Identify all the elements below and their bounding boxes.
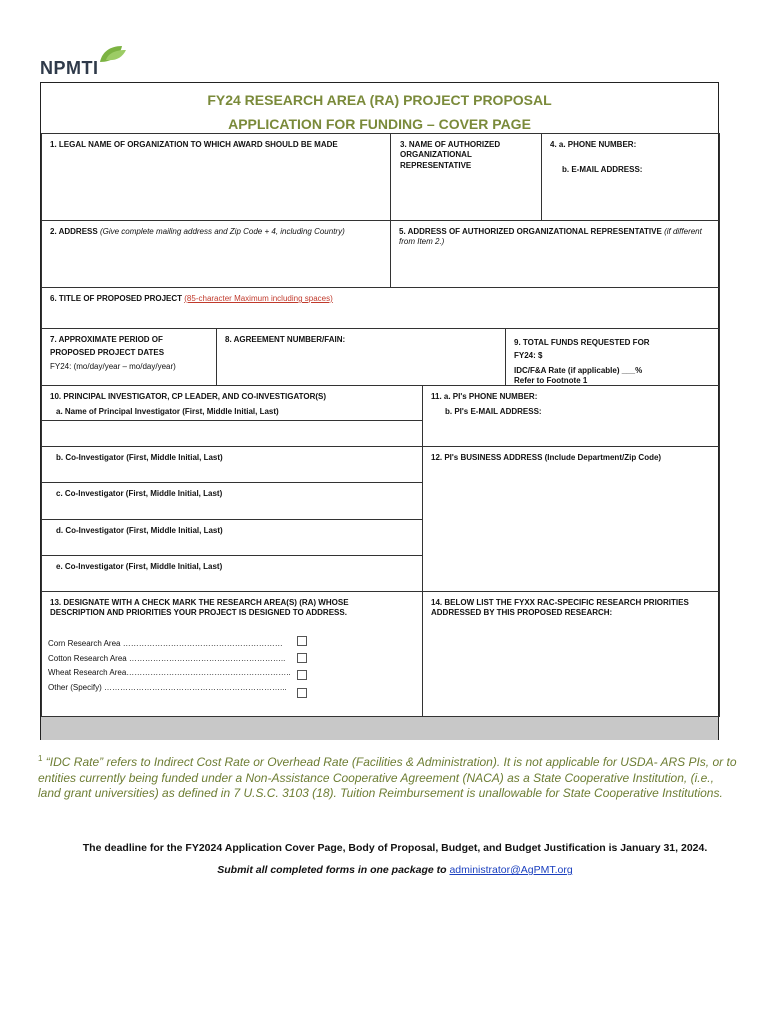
field-legal-name[interactable] xyxy=(41,133,391,221)
deadline-notice: The deadline for the FY2024 Application Cover Page, Body of Proposal, Budget, and Budget Justification is January 31, 2024. xyxy=(82,842,708,854)
footnote-text: “IDC Rate” refers to Indirect Cost Rate or Overhead Rate (Facilities & Administration). It is not applicable for USDA- ARS PIs, or to entities currently being funded under a Non-Assistance Cooperative Agreement (NACA) as a State Cooperative Institution, (i.e., land grant universities) as defined in 7 U.S.C. 3103 (18). Tuition Reimbursement is unallowable for State Cooperative Institutions. xyxy=(38,755,737,801)
footnote-marker: 1 xyxy=(38,754,43,763)
field-research-priorities[interactable] xyxy=(422,591,720,717)
leaf-icon xyxy=(96,44,128,64)
field-research-areas-label-2: DESCRIPTION AND PRIORITIES YOUR PROJECT IS DESIGNED TO ADDRESS. xyxy=(50,608,347,618)
field-co-investigator-d[interactable] xyxy=(41,519,423,556)
cover-page-form xyxy=(40,82,719,740)
field-agreement-number[interactable] xyxy=(216,328,506,386)
form-title-line1: FY24 RESEARCH AREA (RA) PROJECT PROPOSAL xyxy=(207,92,552,108)
field-pi-phone-label: 11. a. PI's PHONE NUMBER: xyxy=(431,392,538,401)
submit-text: Submit all completed forms in one package to xyxy=(217,864,450,876)
research-area-corn xyxy=(48,639,283,649)
research-area-corn-label: Corn Research Area …………………………………………………… xyxy=(48,639,283,648)
field-co-investigator-b-label: b. Co-Investigator (First, Middle Initial, Last) xyxy=(56,453,223,462)
field-period-label-1: 7. APPROXIMATE PERIOD OF xyxy=(50,335,163,344)
form-footer-bar xyxy=(41,716,718,740)
field-project-period[interactable] xyxy=(41,328,217,386)
field-research-priorities-label-1: 14. BELOW LIST THE FYXX RAC-SPECIFIC RESEARCH PRIORITIES xyxy=(431,598,689,607)
field-agreement-number-label: 8. AGREEMENT NUMBER/FAIN: xyxy=(225,335,346,344)
field-co-investigator-c-label: c. Co-Investigator (First, Middle Initial, Last) xyxy=(56,489,223,498)
research-area-other xyxy=(48,683,287,693)
field-idc-rate-label: IDC/F&A Rate (if applicable) ___% xyxy=(514,365,643,375)
field-research-priorities-label-2: ADDRESSED BY THIS PROPOSED RESEARCH: xyxy=(431,608,613,618)
research-area-wheat xyxy=(48,668,291,678)
field-total-funds[interactable] xyxy=(505,328,720,386)
section-investigators-label: 10. PRINCIPAL INVESTIGATOR, CP LEADER, AND CO-INVESTIGATOR(S) xyxy=(50,392,327,401)
field-footnote-ref: Refer to Footnote 1 xyxy=(514,376,588,386)
npmti-logo xyxy=(40,44,140,82)
submit-email-link[interactable]: administrator@AgPMT.org xyxy=(449,864,573,876)
field-co-investigator-c[interactable] xyxy=(41,482,423,520)
field-phone-label: 4. a. PHONE NUMBER: xyxy=(550,140,637,149)
submit-instructions xyxy=(0,864,770,876)
research-area-wheat-checkbox[interactable] xyxy=(297,670,307,680)
research-area-cotton-checkbox[interactable] xyxy=(297,653,307,663)
field-pi-business-address[interactable] xyxy=(422,446,720,592)
field-rep-address-label: 5. ADDRESS OF AUTHORIZED ORGANIZATIONAL REPRESENTATIVE xyxy=(399,227,662,236)
field-address[interactable] xyxy=(41,220,391,288)
field-legal-name-label: 1. LEGAL NAME OF ORGANIZATION TO WHICH AWARD SHOULD BE MADE xyxy=(50,140,338,149)
field-research-areas-label-1: 13. DESIGNATE WITH A CHECK MARK THE RESEARCH AREA(S) (RA) WHOSE xyxy=(50,598,349,607)
field-co-investigator-e-label: e. Co-Investigator (First, Middle Initial, Last) xyxy=(56,562,223,571)
research-area-wheat-label: Wheat Research Area…………………………………………………….. xyxy=(48,668,291,677)
idc-footnote xyxy=(38,754,738,802)
field-address-label: 2. ADDRESS xyxy=(50,227,98,236)
field-project-title-note: (85-character Maximum including spaces) xyxy=(184,294,333,303)
field-co-investigator-d-label: d. Co-Investigator (First, Middle Initial, Last) xyxy=(56,526,223,535)
field-pi-name-label: a. Name of Principal Investigator (First, Middle Initial, Last) xyxy=(56,407,279,417)
field-phone-email[interactable] xyxy=(541,133,720,221)
field-co-investigator-b[interactable] xyxy=(41,446,423,483)
field-pi-name[interactable] xyxy=(41,420,423,447)
research-area-cotton-label: Cotton Research Area ………………………………………………….. xyxy=(48,654,286,663)
field-period-label-3: FY24: (mo/day/year – mo/day/year) xyxy=(50,361,176,371)
field-pi-phone-email[interactable] xyxy=(422,385,720,447)
research-area-other-label: Other (Specify) …………………………………………………………... xyxy=(48,683,287,692)
field-authorized-rep-label: 3. NAME OF AUTHORIZED ORGANIZATIONAL REPRESENTATIVE xyxy=(400,140,501,170)
field-total-funds-label-1: 9. TOTAL FUNDS REQUESTED FOR xyxy=(514,338,650,347)
field-email-label: b. E-MAIL ADDRESS: xyxy=(562,165,643,175)
field-authorized-rep-name[interactable] xyxy=(390,133,542,221)
field-research-areas xyxy=(41,591,423,717)
field-co-investigator-e[interactable] xyxy=(41,555,423,592)
field-rep-address-note: (if different from Item 2.) xyxy=(399,227,702,247)
field-pi-business-address-label: 12. PI's BUSINESS ADDRESS (Include Department/Zip Code) xyxy=(431,453,662,462)
field-project-title-label: 6. TITLE OF PROPOSED PROJECT xyxy=(50,294,183,303)
logo-text: NPMTI xyxy=(40,58,99,78)
field-pi-email-label: b. PI's E-MAIL ADDRESS: xyxy=(445,407,542,417)
field-address-note: (Give complete mailing address and Zip Code + 4, including Country) xyxy=(99,227,345,236)
field-total-funds-label-2: FY24: $ xyxy=(514,351,543,361)
field-rep-address[interactable] xyxy=(390,220,720,288)
research-area-cotton xyxy=(48,654,285,664)
research-area-other-checkbox[interactable] xyxy=(297,688,307,698)
field-project-title[interactable] xyxy=(41,287,720,329)
form-title-line2: APPLICATION FOR FUNDING – COVER PAGE xyxy=(228,116,531,132)
section-investigators xyxy=(41,385,423,421)
field-period-label-2: PROPOSED PROJECT DATES xyxy=(50,348,165,358)
research-area-corn-checkbox[interactable] xyxy=(297,636,307,646)
